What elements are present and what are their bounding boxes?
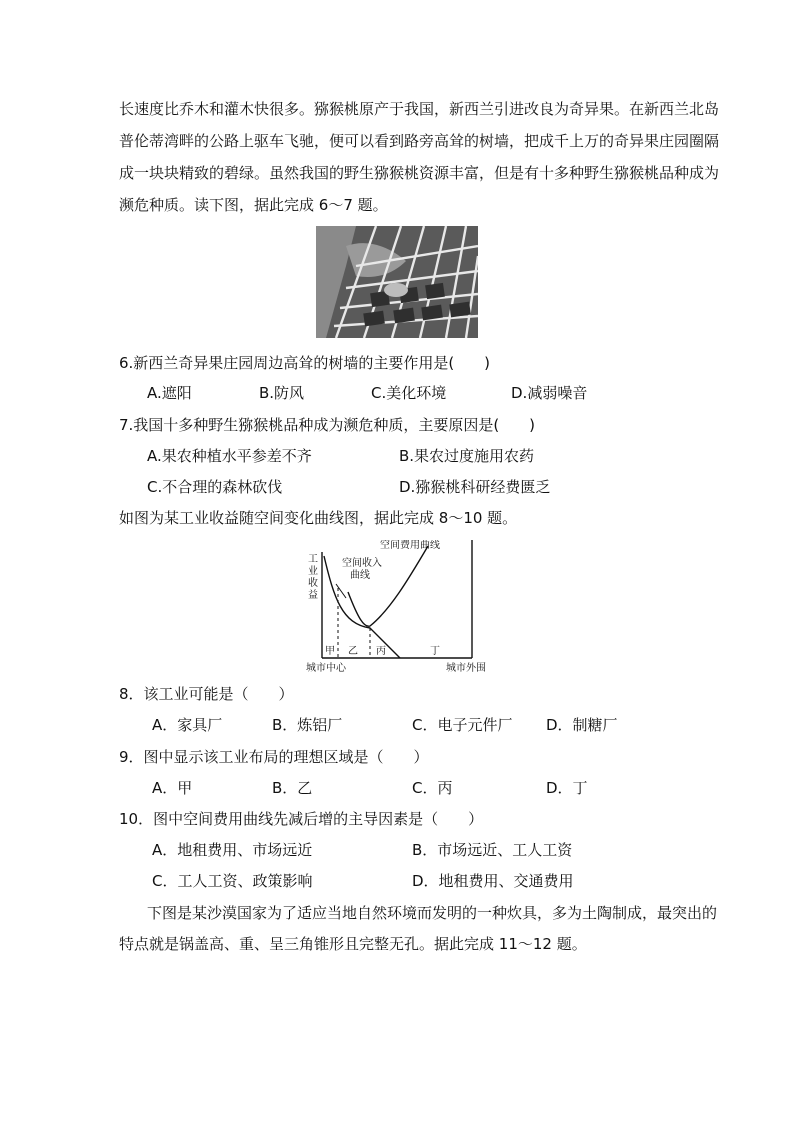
q10-option-c[interactable]: C．工人工资、政策影响 (152, 872, 313, 890)
intro-line-3: 成一块块精致的碧绿。虽然我国的野生猕猴桃资源丰富，但是有十多种野生猕猴桃品种成为 (119, 164, 720, 182)
zone-label-ding: 丁 (430, 646, 440, 657)
q6-option-d[interactable]: D.减弱噪音 (511, 384, 588, 402)
q6-stem: 6.新西兰奇异果庄园周边高耸的树墙的主要作用是( ) (119, 354, 491, 372)
q8-option-a[interactable]: A．家具厂 (152, 716, 223, 734)
section2-intro: 如图为某工业收益随空间变化曲线图，据此完成 8～10 题。 (119, 509, 518, 527)
q8-option-b[interactable]: B．炼铝厂 (272, 716, 343, 734)
x-left-label: 城市中心 (306, 663, 346, 674)
q10-option-b[interactable]: B．市场远近、工人工资 (412, 841, 573, 859)
q9-option-c[interactable]: C．丙 (412, 779, 453, 797)
q10-stem: 10．图中空间费用曲线先减后增的主导因素是（ ） (119, 810, 484, 828)
q8-option-c[interactable]: C．电子元件厂 (412, 716, 513, 734)
y-axis-label-char-4: 益 (308, 590, 318, 601)
orchard-photo-drawing (316, 226, 478, 338)
orchard-photo (316, 226, 478, 338)
q8-option-d[interactable]: D．制糖厂 (546, 716, 618, 734)
industry-income-figure (300, 540, 500, 674)
y-axis-label-char-3: 收 (308, 578, 318, 589)
q9-stem: 9．图中显示该工业布局的理想区域是（ ） (119, 748, 429, 766)
q8-stem: 8．该工业可能是（ ） (119, 685, 294, 703)
cost-curve-label: 空间费用曲线 (380, 540, 440, 551)
q7-option-a[interactable]: A.果农种植水平参差不齐 (147, 447, 312, 465)
x-right-label: 城市外围 (446, 663, 486, 674)
intro-line-2: 普伦蒂湾畔的公路上驱车飞驰，便可以看到路旁高耸的树墙，把成千上万的奇异果庄园圈隔 (119, 132, 720, 150)
intro-line-1: 长速度比乔木和灌木快很多。猕猴桃原产于我国，新西兰引进改良为奇异果。在新西兰北岛 (119, 100, 720, 118)
q7-option-c[interactable]: C.不合理的森林砍伐 (147, 478, 283, 496)
q7-stem: 7.我国十多种野生猕猴桃品种成为濒危种质，主要原因是( ) (119, 416, 536, 434)
y-axis-label-char-2: 业 (308, 566, 318, 577)
q6-option-b[interactable]: B.防风 (259, 384, 305, 402)
zone-label-jia: 甲 (325, 646, 335, 657)
q6-option-a[interactable]: A.遮阳 (147, 384, 192, 402)
section3-line-2: 特点就是锅盖高、重、呈三角锥形且完整无孔。据此完成 11～12 题。 (119, 935, 587, 953)
q10-option-d[interactable]: D．地租费用、交通费用 (412, 872, 574, 890)
q6-option-c[interactable]: C.美化环境 (371, 384, 447, 402)
intro-line-4: 濒危种质。读下图，据此完成 6～7 题。 (119, 196, 388, 214)
q7-option-d[interactable]: D.猕猴桃科研经费匮乏 (399, 478, 551, 496)
income-curve-label-2: 曲线 (350, 570, 370, 581)
section3-line-1: 下图是某沙漠国家为了适应当地自然环境而发明的一种炊具，多为土陶制成，最突出的 (147, 904, 718, 922)
zone-label-bing: 丙 (376, 646, 386, 657)
zone-label-yi: 乙 (348, 646, 358, 657)
q9-option-b[interactable]: B．乙 (272, 779, 313, 797)
q7-option-b[interactable]: B.果农过度施用农药 (399, 447, 535, 465)
q9-option-a[interactable]: A．甲 (152, 779, 193, 797)
income-curve-label-1: 空间收入 (342, 558, 382, 569)
q9-option-d[interactable]: D．丁 (546, 779, 588, 797)
q10-option-a[interactable]: A．地租费用、市场远近 (152, 841, 313, 859)
y-axis-label-char-1: 工 (308, 554, 318, 565)
